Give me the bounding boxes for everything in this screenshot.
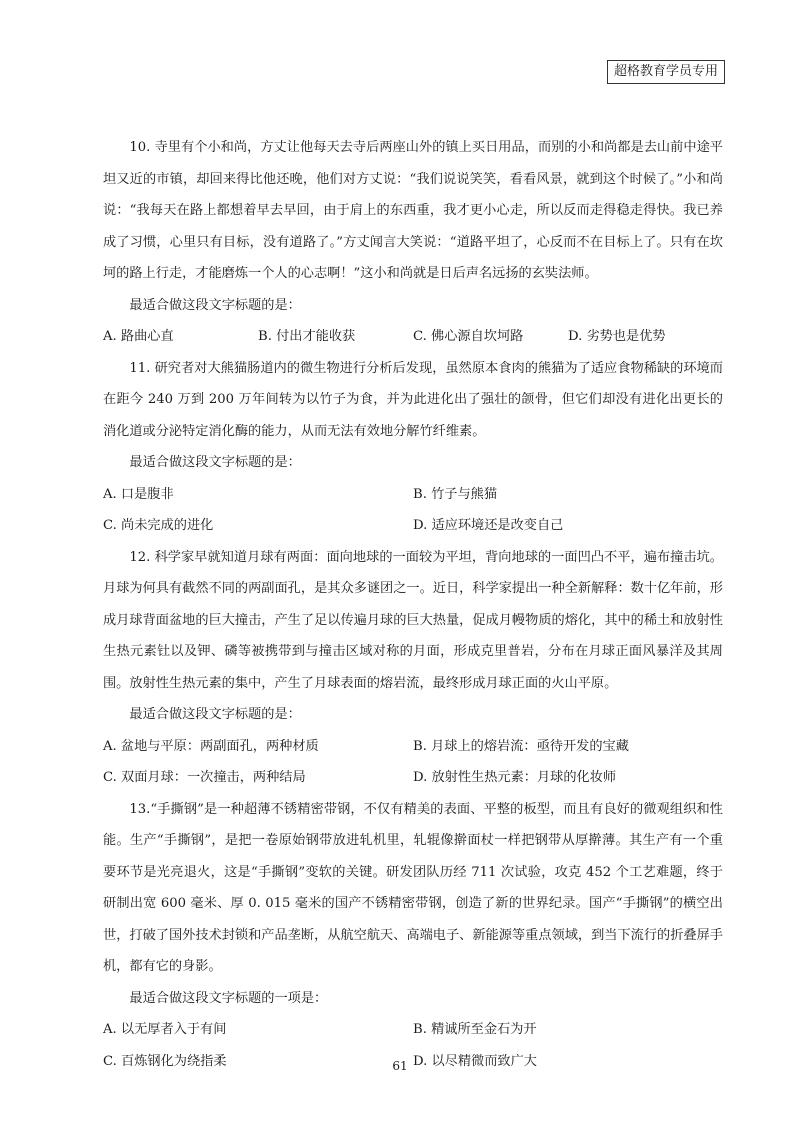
question-stem: 13.“手撕钢”是一种超薄不锈精密带钢，不仅有精美的表面、平整的板型，而且有良好的微观组织和性能。生产“手撕钢”，是把一卷原始钢带放进轧机里，轧辊像擀面杖一样把钢带从厚擀薄。其生产有一个重要环节是光亮退火，这是“手撕钢”变软的关键。研发团队历经 711 次试验，攻克 452 个工艺难题，终于研制出宽 600 毫米、厚 0. 015 毫米的国产不锈精密带钢，创造了新的世界纪录。国产“手撕钢”的横空出世，打破了国外技术封锁和产品垄断，从航空航天、高端电子、新能源等重点领域，到当下流行的折叠屏手机，都有它的身影。 xyxy=(103,801,723,974)
option-a[interactable]: A. 以无厚者入于有间 xyxy=(103,1022,227,1037)
option-d[interactable]: D. 放射性生热元素：月球的化妆师 xyxy=(413,770,617,785)
question-stem: 10. 寺里有个小和尚，方丈让他每天去寺后两座山外的镇上买日用品，而别的小和尚都是去山前中途平坦又近的市镇，却回来得比他还晚，他们对方丈说：“我们说说笑笑，看看风景，就到这个时候了。”小和尚说：“我每天在路上都想着早去早回，由于肩上的东西重，我才更小心走，所以反而走得稳走得快。我已养成了习惯，心里只有目标，没有道路了。”方丈闻言大笑说：“道路平坦了，心反而不在目标上了。只有在坎坷的路上行走，才能磨炼一个人的心志啊！”这小和尚就是日后声名远扬的玄奘法师。 xyxy=(103,140,723,281)
option-a[interactable]: A. 盆地与平原：两副面孔，两种材质 xyxy=(103,738,319,754)
option-d[interactable]: D. 适应环境还是改变自己 xyxy=(413,518,564,533)
option-a[interactable]: A. 口是腹非 xyxy=(103,486,174,502)
question-prompt: 最适合做这段文字标题的一项是： xyxy=(129,990,328,1006)
option-b[interactable]: B. 付出才能收获 xyxy=(258,329,356,344)
option-a[interactable]: A. 路曲心直 xyxy=(103,329,174,344)
question-list xyxy=(103,132,723,1077)
question-13 xyxy=(103,794,723,1078)
question-11 xyxy=(103,353,723,542)
options-row xyxy=(103,762,723,794)
question-prompt: 最适合做这段文字标题的是： xyxy=(129,455,301,470)
option-b[interactable]: B. 竹子与熊猫 xyxy=(413,486,498,502)
option-c[interactable]: C. 百炼钢化为绕指柔 xyxy=(103,1053,227,1069)
option-d[interactable]: D. 劣势也是优势 xyxy=(568,329,666,344)
question-prompt: 最适合做这段文字标题的是： xyxy=(129,297,301,313)
option-c[interactable]: C. 尚未完成的进化 xyxy=(103,518,214,533)
question-stem: 12. 科学家早就知道月球有两面：面向地球的一面较为平坦，背向地球的一面凹凸不平，遍布撞击坑。月球为何具有截然不同的两副面孔，是其众多谜团之一。近日，科学家提出一种全新解释：数十亿年前，形成月球背面盆地的巨大撞击，产生了足以传遍月球的巨大热量，促成月幔物质的熔化，其中的稀土和放射性生热元素钍以及钾、磷等被携带到与撞击区域对称的月面，形成克里普岩，分布在月球正面风暴洋及其周围。放射性生热元素的集中，产生了月球表面的熔岩流，最终形成月球正面的火山平原。 xyxy=(103,549,723,691)
option-c[interactable]: C. 佛心源自坎坷路 xyxy=(413,329,524,344)
options-row xyxy=(103,479,723,511)
options-row xyxy=(103,731,723,763)
options-row xyxy=(103,321,723,353)
question-prompt: 最适合做这段文字标题的是： xyxy=(129,707,301,722)
page-number: 61 xyxy=(392,1059,408,1073)
option-d[interactable]: D. 以尽精微而致广大 xyxy=(413,1053,537,1069)
option-c[interactable]: C. 双面月球：一次撞击，两种结局 xyxy=(103,770,306,785)
option-b[interactable]: B. 精诚所至金石为开 xyxy=(413,1022,537,1037)
question-stem: 11. 研究者对大熊猫肠道内的微生物进行分析后发现，虽然原本食肉的熊猫为了适应食物稀缺的环境而在距今 240 万到 200 万年间转为以竹子为食，并为此进化出了强壮的颌骨，但它们却没有进化出更长的消化道或分泌特定消化酶的能力，从而无法有效地分解竹纤维素。 xyxy=(103,360,723,439)
option-b[interactable]: B. 月球上的熔岩流：亟待开发的宝藏 xyxy=(413,738,629,754)
header-badge: 超格教育学员专用 xyxy=(607,60,725,84)
options-row xyxy=(103,1014,723,1046)
options-row xyxy=(103,510,723,542)
question-10 xyxy=(103,132,723,353)
question-12 xyxy=(103,542,723,794)
